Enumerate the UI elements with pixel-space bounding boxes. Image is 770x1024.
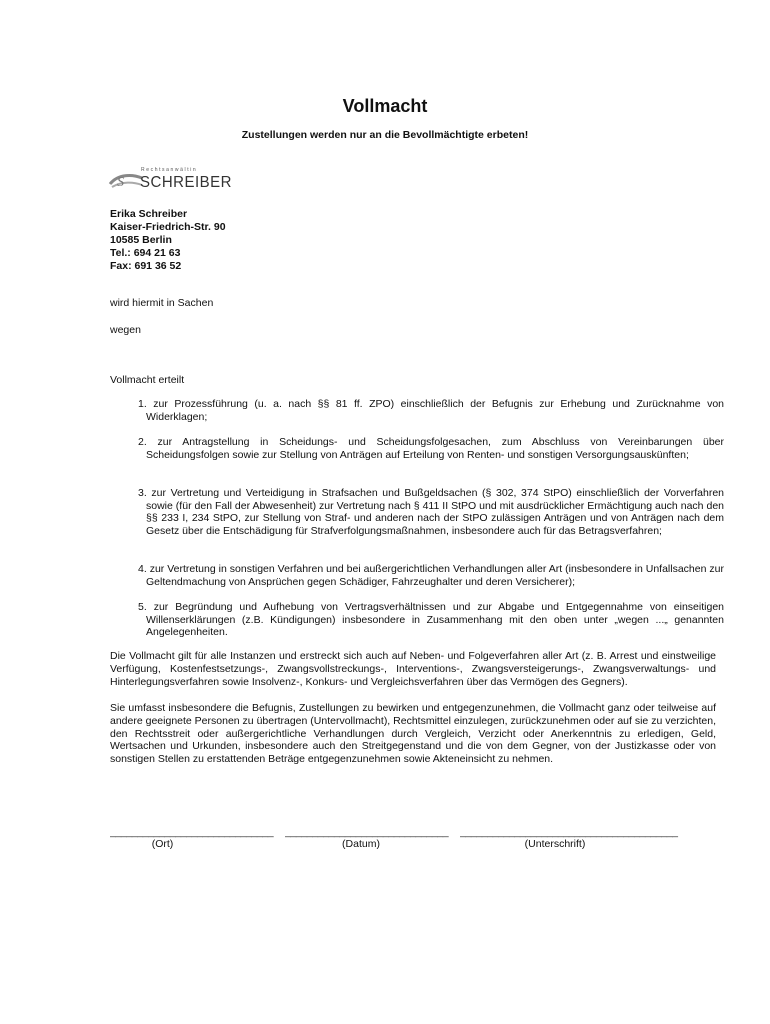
address-phone: Tel.: 694 21 63	[110, 247, 181, 259]
address-city: 10585 Berlin	[110, 234, 172, 246]
list-item: 1. zur Prozessführung (u. a. nach §§ 81 ff. ZPO) einschließlich der Befugnis zur Erhebung und Zurücknahme von Widerklagen;	[138, 398, 724, 423]
logo-subtitle: Rechtsanwältin	[141, 167, 198, 173]
address-street: Kaiser-Friedrich-Str. 90	[110, 221, 226, 233]
signature-line-ort: ______________________________	[110, 826, 274, 838]
in-sachen-text: wird hiermit in Sachen	[110, 297, 214, 309]
list-item: 2. zur Antragstellung in Scheidungs- und Scheidungsfolgesachen, zum Abschluss von Vereinbarungen über Scheidungsfolgen sowie zur Stellung von Anträgen auf Erteilung von Renten- und sonstigen Versorgungsauskünften;	[138, 436, 724, 461]
address-name: Erika Schreiber	[110, 208, 188, 220]
label-ort: (Ort)	[151, 838, 174, 850]
paragraph-powers: Sie umfasst insbesondere die Befugnis, Zustellungen zu bewirken und entgegenzunehmen, die Vollmacht ganz oder teilweise auf andere geeignete Personen zu übertragen (Untervollmacht), Rechtsmittel einzulegen, zurückzunehmen oder auf sie zu verzichten, den Rechtsstreit oder außergerichtliche Verhandlungen durch Vergleich, Verzicht oder Anerkenntnis zu erledigen, Geld, Wertsachen und Urkunden, insbesondere auch den Streitgegenstand und die von dem Gegner, von der Justizkasse oder von sonstigen Stellen zu erstattenden Beträge entgegenzunehmen sowie Akteneinsicht zu nehmen.	[110, 702, 716, 766]
list-item: 4. zur Vertretung in sonstigen Verfahren und bei außergerichtlichen Verhandlungen aller Art (insbesondere in Unfallsachen zur Geltendmachung von Ansprüchen gegen Schädiger, Fahrzeughalter und deren Versicherer);	[138, 563, 724, 588]
label-unterschrift: (Unterschrift)	[524, 838, 586, 850]
vollmacht-erteilt-text: Vollmacht erteilt	[110, 374, 185, 386]
wegen-text: wegen	[110, 324, 141, 336]
logo-swoosh-icon	[108, 172, 144, 190]
signature-line-unterschrift: ________________________________________	[460, 826, 678, 838]
svg-text:S: S	[117, 175, 124, 190]
list-item: 5. zur Begründung und Aufhebung von Vertragsverhältnissen und zur Abgabe und Entgegennahme von einseitigen Willenserklärungen (z.B. Kündigungen) insbesondere in Zusammenhang mit den oben unter „wegen ...„ genannten Angelegenheiten.	[138, 601, 724, 638]
schreiber-logo	[108, 167, 233, 195]
list-item: 3. zur Vertretung und Verteidigung in Strafsachen und Bußgeldsachen (§ 302, 374 StPO) einschließlich der Vorverfahren sowie (für den Fall der Abwesenheit) zur Vertretung nach § 411 II StPO und mit ausdrücklicher Ermächtigung auch nach den §§ 233 I, 234 StPO, zur Stellung von Straf- und anderen nach der StPO zulässigen Anträgen und von Anträgen nach dem Gesetz über die Entschädigung für Strafverfolgungsmaßnahmen, insbesondere auch für das Betragsverfahren;	[138, 487, 724, 537]
page-title: Vollmacht	[342, 96, 428, 116]
paragraph-scope: Die Vollmacht gilt für alle Instanzen und erstreckt sich auch auf Neben- und Folgeverfahren aller Art (z. B. Arrest und einstweilige Verfügung, Kostenfestsetzungs-, Zwangsvollstreckungs-, Interventions-, Zwangsversteigerungs-, Zwangsverwaltungs- und Hinterlegungsverfahren sowie Insolvenz-, Konkurs- und Vergleichsverfahren über das Vermögen des Gegners).	[110, 650, 716, 688]
logo-name: SCHREIBER	[140, 173, 233, 192]
address-fax: Fax: 691 36 52	[110, 260, 182, 272]
page-subtitle: Zustellungen werden nur an die Bevollmächtigte erbeten!	[241, 129, 529, 141]
address-block	[110, 208, 226, 273]
label-datum: (Datum)	[342, 838, 380, 850]
signature-line-datum: ______________________________	[285, 826, 449, 838]
